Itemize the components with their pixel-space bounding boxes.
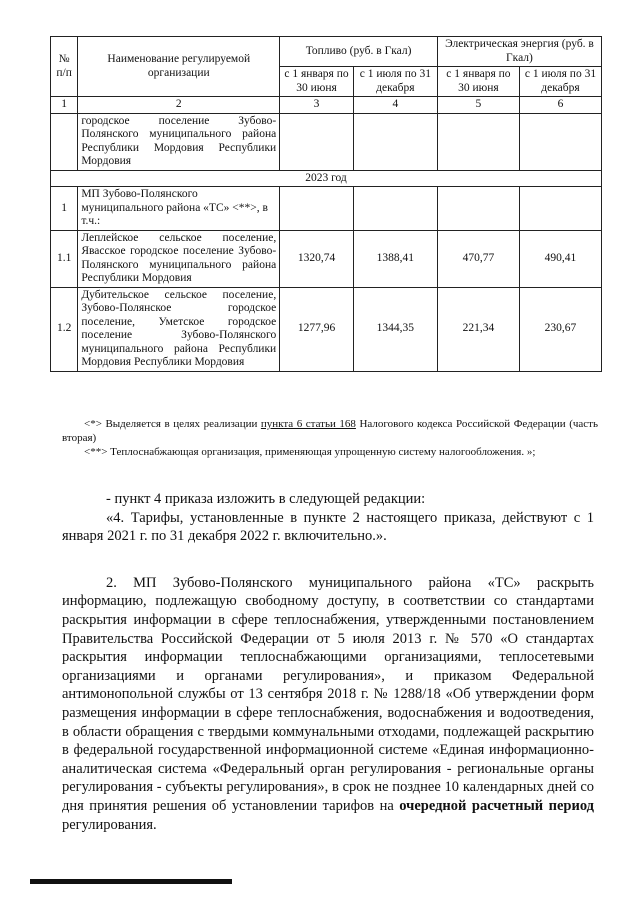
row-value <box>353 187 437 231</box>
tax-code-link[interactable]: пункта 6 статьи 168 <box>260 418 356 430</box>
row-value <box>437 187 519 231</box>
row-value: 1344,35 <box>353 287 437 371</box>
header-num: № п/п <box>51 37 78 97</box>
index-cell: 3 <box>280 97 354 114</box>
paragraph-2-end: регулирования. <box>62 816 157 833</box>
row-value: 1320,74 <box>280 230 354 287</box>
table-row <box>51 230 602 287</box>
paragraph-2 <box>62 574 594 834</box>
row-name: Леплейское сельское поселение, Явасское городское поселение Зубово-Полянского муниципального района Республики Мордовия <box>78 230 280 287</box>
header-fuel: Топливо (руб. в Гкал) <box>280 37 438 67</box>
amendment-text: «4. Тарифы, установленные в пункте 2 настоящего приказа, действуют с 1 января 2021 г. по 31 декабря 2022 г. включительно.». <box>62 509 594 545</box>
row-name: Дубительское сельское поселение, Зубово-Полянское городское поселение, Уметское городское поселение Зубово-Полянского муниципального района Республики Мордовия Республики Мордовия <box>78 287 280 371</box>
amendment-intro: - пункт 4 приказа изложить в следующей редакции: <box>106 491 426 507</box>
year-label: 2023 год <box>51 170 602 187</box>
header-row-1 <box>51 37 602 67</box>
footnote-2: <**> Теплоснабжающая организация, применяющая упрощенную систему налогообложения. »; <box>84 446 536 458</box>
header-electric: Электрическая энергия (руб. в Гкал) <box>437 37 601 67</box>
continued-row <box>51 113 602 170</box>
index-cell: 2 <box>78 97 280 114</box>
bottom-rule <box>30 879 232 884</box>
row-name: МП Зубово-Полянского муниципального района «ТС» <**>, в т.ч.: <box>78 187 280 231</box>
row-value: 1277,96 <box>280 287 354 371</box>
row-value: 221,34 <box>437 287 519 371</box>
index-cell: 1 <box>51 97 78 114</box>
index-cell: 5 <box>437 97 519 114</box>
paragraph-2-main: 2. МП Зубово-Полянского муниципального района «ТС» раскрыть информацию, подлежащую свободному доступу, в соответствии со стандартами раскрытия информации в сфере теплоснабжения, утвержденными постановлением Правительства Российской Федерации от 5 июля 2013 г. № 570 «О стандартах раскрытия информации теплоснабжающими организациями, теплосетевыми организациями и органами регулирования», и приказом Федеральной антимонопольной службы от 13 сентября 2018 г. № 1288/18 «Об утверждении форм размещения информации в сфере теплоснабжения, водоснабжения и водоотведения, в области обращения с твердыми коммунальными отходами, подлежащей раскрытию в федеральной государственной информационной системе «Единая информационно-аналитическая система «Федеральный орган регулирования - региональные органы регулирования - субъекты регулирования», в срок не позднее 10 календарных дней со дня принятия решения об установлении тарифов на <box>62 574 594 814</box>
row-value: 1388,41 <box>353 230 437 287</box>
table-row <box>51 187 602 231</box>
header-name: Наименование регулируемой организации <box>78 37 280 97</box>
index-row <box>51 97 602 114</box>
row-num: 1.2 <box>51 287 78 371</box>
footnote-1-suffix: Налогового кодекса Российской Федерации (часть вторая) <box>62 418 598 444</box>
index-cell: 6 <box>519 97 601 114</box>
table-cell <box>280 113 354 170</box>
row-value: 490,41 <box>519 230 601 287</box>
footnote-1 <box>62 417 598 445</box>
table-cell <box>437 113 519 170</box>
header-period-1: с 1 января по 30 июня <box>280 67 354 97</box>
table-row <box>51 287 602 371</box>
tariff-table <box>50 36 602 372</box>
table-cell <box>51 113 78 170</box>
row-value: 230,67 <box>519 287 601 371</box>
footnote-1-prefix: <*> Выделяется в целях реализации <box>84 418 261 430</box>
table-cell <box>353 113 437 170</box>
row-num: 1 <box>51 187 78 231</box>
footnotes <box>62 417 598 459</box>
index-cell: 4 <box>353 97 437 114</box>
table-cell <box>519 113 601 170</box>
continued-name: городское поселение Зубово-Полянского муниципального района Республики Мордовия Республики Мордовия <box>78 113 280 170</box>
year-row <box>51 170 602 187</box>
row-value <box>280 187 354 231</box>
row-num: 1.1 <box>51 230 78 287</box>
row-value <box>519 187 601 231</box>
paragraph-2-bold: очередной расчетный период <box>399 797 594 814</box>
header-period-2: с 1 июля по 31 декабря <box>353 67 437 97</box>
row-value: 470,77 <box>437 230 519 287</box>
header-period-4: с 1 июля по 31 декабря <box>519 67 601 97</box>
header-period-3: с 1 января по 30 июня <box>437 67 519 97</box>
document-body <box>62 490 594 834</box>
